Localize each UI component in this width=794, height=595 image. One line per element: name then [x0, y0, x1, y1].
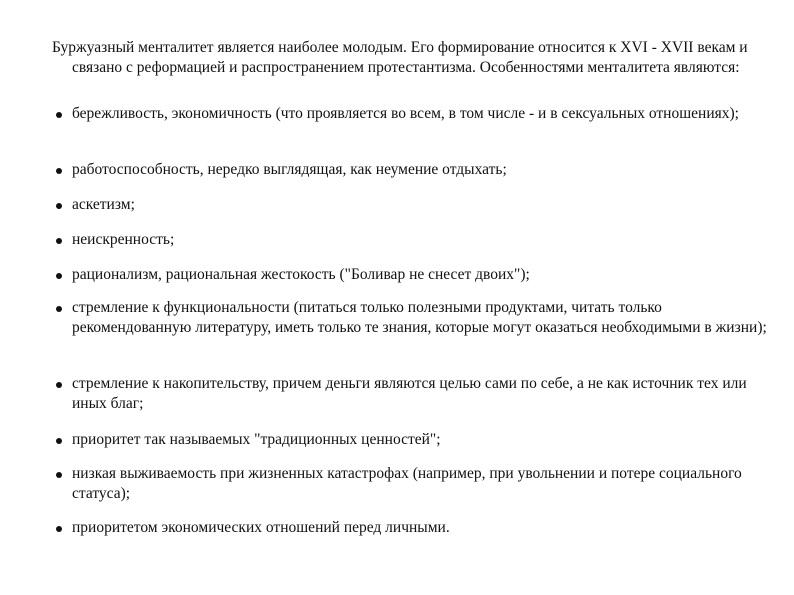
list-item-text: работоспособность, нередко выглядящая, как неумение отдыхать; — [72, 161, 507, 178]
list-item-text: неискренность; — [72, 231, 175, 248]
list-item-text: низкая выживаемость при жизненных катастрофах (например, при увольнении и потере социального статуса); — [72, 465, 742, 502]
list-item-text: приоритет так называемых "традиционных ценностей"; — [72, 431, 441, 448]
bullet-icon — [56, 438, 62, 444]
bullet-icon — [56, 168, 62, 174]
list-item-text: стремление к функциональности (питаться только полезными продуктами, читать только рекомендованную литературу, иметь только те знания, которые могут оказаться необходимыми в жизни); — [72, 299, 767, 336]
bullet-icon — [56, 203, 62, 209]
intro-paragraph: Буржуазный менталитет является наиболее молодым. Его формирование относится к XVI - XVII векам и связано с реформацией и распространением протестантизма. Особенностями менталитета являются: — [52, 39, 748, 76]
bullet-icon — [56, 382, 62, 388]
list-item-text: стремление к накопительству, причем деньги являются целью сами по себе, а не как источник тех или иных благ; — [72, 375, 747, 412]
list-item-text: рационализм, рациональная жестокость ("Боливар не снесет двоих"); — [72, 266, 530, 283]
bullet-icon — [56, 306, 62, 312]
bullet-icon — [56, 526, 62, 532]
bullet-icon — [56, 112, 62, 118]
list-item-text: приоритетом экономических отношений перед личными. — [72, 519, 450, 536]
bullet-icon — [56, 238, 62, 244]
list-item-text: бережливость, экономичность (что проявляется во всем, в том числе - и в сексуальных отношениях); — [72, 105, 739, 122]
bullet-icon — [56, 273, 62, 279]
bullet-icon — [56, 472, 62, 478]
list-item-text: аскетизм; — [72, 196, 135, 213]
